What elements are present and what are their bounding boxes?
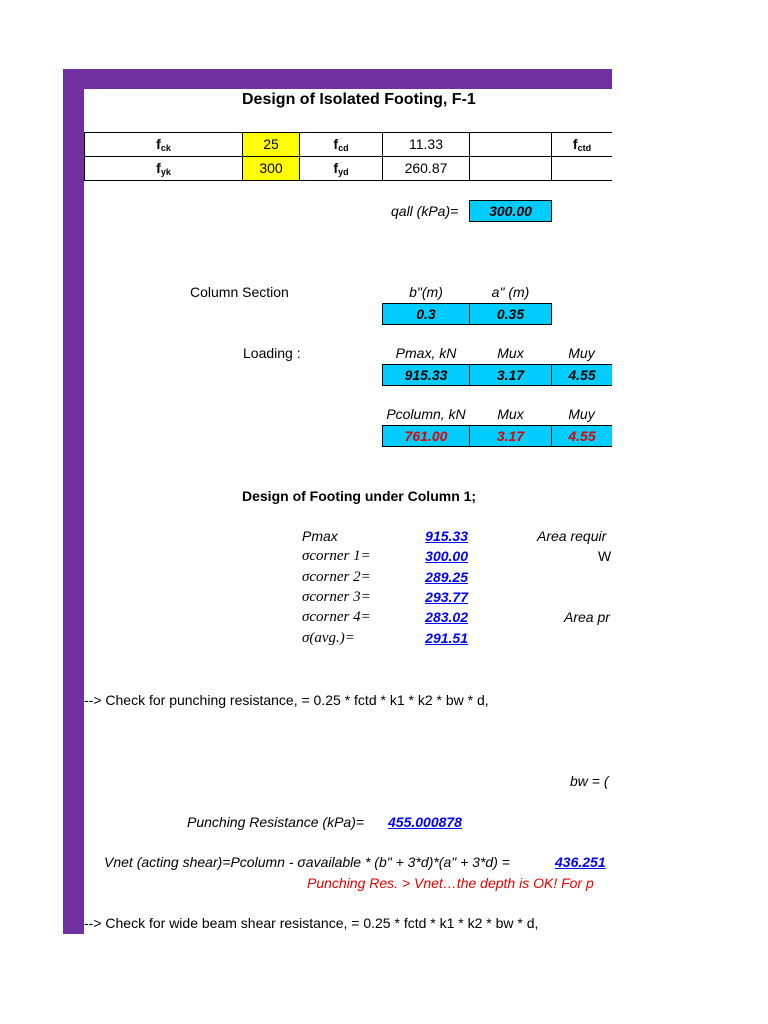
loading-label: Loading :	[243, 345, 301, 361]
fcd-value-cell[interactable]: 11.33	[382, 132, 470, 157]
avg-stress-label: σ(avg.)=	[302, 630, 355, 646]
fctd-sub: ctd	[577, 143, 592, 153]
pcolumn-value-cell[interactable]: 761.00	[382, 425, 470, 447]
sheet-top-border	[63, 69, 612, 89]
fctd-label-cell[interactable]	[551, 132, 612, 157]
punching-check-text: --> Check for punching resistance, = 0.25 * fctd * k1 * k2 * bw * d,	[84, 692, 489, 708]
punching-resistance-value[interactable]: 455.000878	[388, 814, 462, 830]
empty-cell-1[interactable]	[469, 132, 552, 157]
punching-ok-message: Punching Res. > Vnet…the depth is OK! For p	[307, 875, 594, 891]
fck-value-cell[interactable]: 25	[242, 132, 300, 157]
footing-pmax-value[interactable]: 915.33	[425, 528, 468, 544]
footing-heading: Design of Footing under Column 1;	[242, 488, 477, 504]
avg-stress-value[interactable]: 291.51	[425, 630, 468, 646]
column-a-label: a" (m)	[491, 284, 530, 300]
pcolumn-muy-value-cell[interactable]: 4.55	[551, 425, 612, 447]
corner2-value[interactable]: 289.25	[425, 569, 468, 585]
fcd-label: f	[333, 136, 339, 152]
corner2-label: σcorner 2=	[302, 569, 371, 585]
muy-header: Muy	[568, 345, 595, 361]
fyk-sub: yk	[160, 167, 171, 177]
punching-resistance-label: Punching Resistance (kPa)=	[187, 814, 365, 830]
vnet-label: Vnet (acting shear)=Pcolumn - σavailable * (b" + 3*d)*(a" + 3*d) =	[104, 854, 510, 870]
w-label: W	[598, 548, 612, 564]
pcolumn-muy-header: Muy	[568, 406, 595, 422]
fyd-value-cell[interactable]: 260.87	[382, 156, 470, 181]
pmax-value-cell[interactable]: 915.33	[382, 364, 470, 386]
fck-sub: ck	[160, 143, 171, 153]
corner3-value[interactable]: 293.77	[425, 589, 468, 605]
muy-value-cell[interactable]: 4.55	[551, 364, 612, 386]
fyk-value-cell[interactable]: 300	[242, 156, 300, 181]
empty-cell-3[interactable]	[551, 156, 612, 181]
fcd-label-cell[interactable]	[299, 132, 383, 157]
fyk-label: f	[156, 160, 161, 176]
fck-label-cell[interactable]	[84, 132, 243, 157]
qall-value-cell[interactable]: 300.00	[469, 200, 552, 222]
area-required-label: Area requir	[537, 528, 607, 544]
page-title: Design of Isolated Footing, F-1	[242, 91, 476, 108]
fctd-label: f	[572, 136, 578, 152]
column-b-label: b"(m)	[409, 284, 443, 300]
corner4-value[interactable]: 283.02	[425, 609, 468, 625]
mux-value-cell[interactable]: 3.17	[469, 364, 552, 386]
wide-beam-check-text: --> Check for wide beam shear resistance, = 0.25 * fctd * k1 * k2 * bw * d,	[84, 915, 539, 931]
spreadsheet-area	[84, 89, 612, 934]
vnet-value[interactable]: 436.251	[555, 854, 606, 870]
empty-cell-2[interactable]	[469, 156, 552, 181]
column-b-value-cell[interactable]: 0.3	[382, 303, 470, 325]
bw-text: bw = (	[570, 773, 609, 789]
pcolumn-header: Pcolumn, kN	[386, 406, 466, 422]
column-section-label: Column Section	[190, 284, 289, 300]
pmax-header: Pmax, kN	[395, 345, 457, 361]
fyd-label-cell[interactable]	[299, 156, 383, 181]
fck-label: f	[156, 136, 161, 152]
corner3-label: σcorner 3=	[302, 589, 371, 605]
corner1-label: σcorner 1=	[302, 548, 371, 564]
fcd-sub: cd	[338, 143, 349, 153]
corner1-value[interactable]: 300.00	[425, 548, 468, 564]
pcolumn-mux-value-cell[interactable]: 3.17	[469, 425, 552, 447]
qall-label: qall (kPa)=	[391, 203, 459, 219]
sheet-left-border	[63, 69, 84, 934]
footing-pmax-label: Pmax	[302, 528, 338, 544]
column-a-value-cell[interactable]: 0.35	[469, 303, 552, 325]
fyd-label: f	[333, 160, 339, 176]
fyd-sub: yd	[338, 167, 349, 177]
mux-header: Mux	[497, 345, 524, 361]
fyk-label-cell[interactable]	[84, 156, 243, 181]
area-provided-label: Area pr	[564, 609, 610, 625]
pcolumn-mux-header: Mux	[497, 406, 524, 422]
corner4-label: σcorner 4=	[302, 609, 371, 625]
